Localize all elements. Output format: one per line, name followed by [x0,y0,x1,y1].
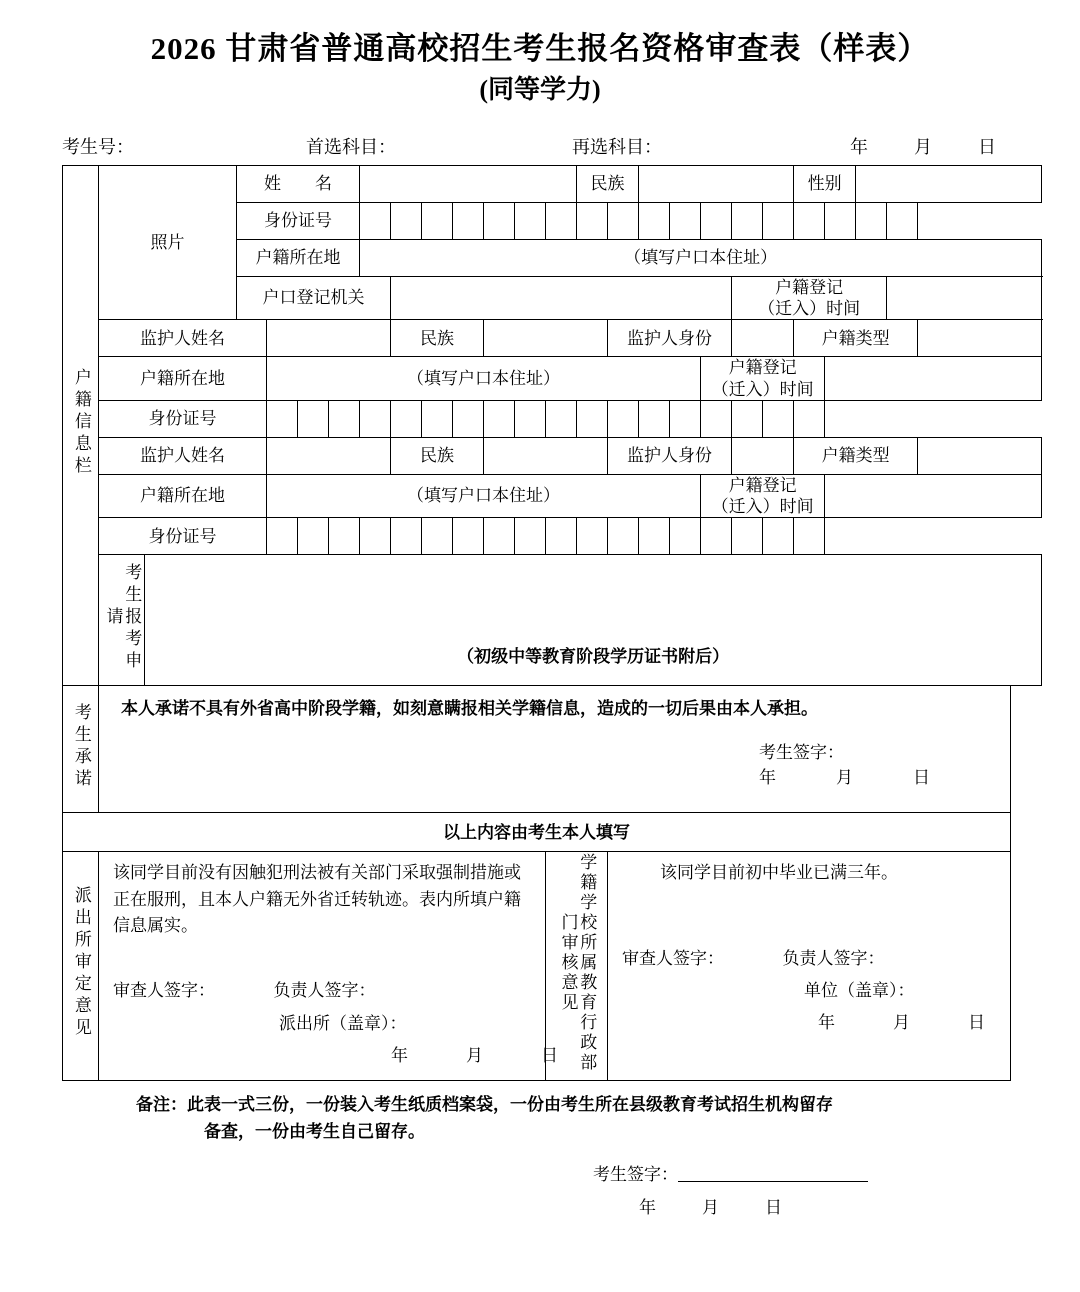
id-box[interactable] [670,518,701,555]
id-box[interactable] [298,518,329,555]
table-row [63,474,1042,518]
household-type-label: 户籍类型 [821,328,890,348]
household-place-hint: （填写户口本住址） [624,248,778,268]
household-regtime-value-cell[interactable] [887,276,1042,320]
guardian-identity-label: 监护人身份 [627,328,713,348]
guardian2-nation-label-cell [391,437,484,474]
id-box[interactable] [453,202,484,239]
id-box[interactable] [856,202,887,239]
footer-sign-block [62,1161,1018,1221]
id-box[interactable] [484,202,515,239]
household-org-label: 户口登记机关 [262,288,365,308]
household-type-label-cell [794,320,918,357]
section-promise-label [63,686,99,813]
household-place3-value-cell[interactable] [267,474,701,518]
photo-label: 照片 [150,232,185,252]
guardian2-nation-value-cell[interactable] [484,437,608,474]
police-opinion-label-text: 派出所审定意见 [71,886,91,1041]
police-sign-block [99,975,558,1072]
guardian2-identity-label: 监护人身份 [627,446,713,466]
police-month: 月 [466,1045,483,1065]
top-day-label: 日 [978,136,996,157]
police-opinion-text: 该同学目前没有因触犯刑法被有关部门采取强制措施或正在服刑，且本人户籍无外省迁转轨迹。表内所填户籍信息属实。 [113,863,521,936]
id-box[interactable] [422,400,453,437]
id-box[interactable] [577,518,608,555]
household-regtime3-label-cell [701,474,825,518]
guardian-identity-label-cell [608,320,732,357]
police-leader-label: 负责人签字： [273,981,376,1001]
section-household-text: 户籍信息栏 [71,367,91,478]
school-stamp-label: 单位（盖章）： [804,980,915,1000]
title-block [0,0,1080,109]
promise-date-group [99,767,1010,788]
guardian-nation-label-cell [391,320,484,357]
id-box[interactable] [329,400,360,437]
police-opinion-label [63,852,99,1080]
id-box[interactable] [391,202,422,239]
section-household-label [63,165,99,686]
household-place2-label-cell [99,357,267,401]
id-box[interactable] [763,518,794,555]
footer-remark-line1: 备注：此表一式三份，一份装入考生纸质档案袋，一份由考生所在县级教育考试招生机构留存 [136,1094,833,1114]
photo-cell [99,165,237,320]
id-box[interactable] [608,518,639,555]
household-place-label: 户籍所在地 [255,248,341,268]
promise-month: 月 [836,768,853,788]
top-info-line [62,133,1018,159]
page-title: 2026 甘肃省普通高校招生考生报名资格审查表（样表） [150,31,930,66]
household-type2-value-cell[interactable] [918,437,1042,474]
household-place2-value-cell[interactable] [267,357,701,401]
household-place3-label-cell [99,474,267,518]
household-place3-hint: （填写户口本住址） [407,486,561,506]
household-type2-label: 户籍类型 [821,446,890,466]
id-box[interactable] [608,202,639,239]
police-day: 日 [541,1045,558,1065]
household-type-value-cell[interactable] [918,320,1042,357]
guardian2-identity-value-cell[interactable] [732,437,794,474]
id-box[interactable] [267,518,298,555]
footer-date-group [593,1194,868,1221]
id-box[interactable] [546,202,577,239]
table-row [63,165,1042,202]
id-label: 身份证号 [264,211,333,231]
id-box[interactable] [732,518,763,555]
household-regtime-label-l1: 户籍登记 [775,277,844,297]
school-opinion-label-text: 学籍学校所属教育行政部门审核意见 [558,853,597,1074]
filled-by-candidate-note: 以上内容由考生本人填写 [63,813,1011,852]
id-box[interactable] [577,400,608,437]
promise-sign-label: 考生签字： [759,742,844,762]
signature-line[interactable] [678,1181,868,1182]
id2-label: 身份证号 [148,409,217,429]
id-box[interactable] [825,202,856,239]
id-box[interactable] [887,202,918,239]
id-label-cell [237,202,360,239]
table-row [63,400,1042,437]
footer-year: 年 [639,1198,656,1218]
footer-day: 日 [765,1198,782,1218]
household-regtime3-value-cell[interactable] [825,474,1042,518]
guardian-name-value-cell[interactable] [267,320,391,357]
name-label-cell [237,165,360,202]
id-box[interactable] [701,202,732,239]
table-row [63,852,1042,1080]
school-year: 年 [818,1013,836,1033]
id-box[interactable] [515,518,546,555]
id-box[interactable] [329,518,360,555]
school-opinion-text: 该同学目前初中毕业已满三年。 [660,863,899,883]
guardian-name-label-cell [99,320,267,357]
apply-note: （初级中等教育阶段学历证书附后） [145,555,1042,686]
school-day: 日 [968,1013,986,1033]
page-subtitle: (同等学力) [479,74,601,104]
name-label: 姓 名 [264,174,333,194]
gender-label-cell [794,165,856,202]
id-box[interactable] [422,518,453,555]
school-month: 月 [893,1013,911,1033]
school-sign-block [608,943,1010,1040]
school-date-group [622,1007,1010,1039]
id-box[interactable] [701,400,732,437]
footer-block [62,1091,1018,1222]
gender-label: 性别 [807,174,842,194]
id-box[interactable] [515,202,546,239]
guardian2-name-label: 监护人姓名 [140,446,226,466]
gender-value-cell[interactable] [856,165,1042,202]
top-month-label: 月 [914,136,932,157]
id-box[interactable] [732,400,763,437]
id-box[interactable] [608,400,639,437]
household-place-value-cell[interactable] [360,239,1042,276]
guardian2-identity-label-cell [608,437,732,474]
table-row [63,357,1042,401]
school-opinion-cell [608,852,1011,1080]
id-box[interactable] [453,518,484,555]
section-apply-label [99,555,145,686]
exam-number-label: 考生号： [62,136,134,157]
table-row [63,813,1042,852]
household-regtime-label-l2: （迁入）时间 [758,299,861,319]
id-box[interactable] [639,202,670,239]
table-row [63,555,1042,686]
id-box[interactable] [639,400,670,437]
id-box[interactable] [701,518,732,555]
promise-cell [99,686,1011,813]
first-subject-label: 首选科目： [306,136,396,157]
footer-month: 月 [702,1198,719,1218]
id-box[interactable] [670,400,701,437]
id2-label-cell [99,400,267,437]
section-apply-text: 考生报考申请 [103,562,142,673]
footer-remark-line2: 备查，一份由考生自己留存。 [204,1121,425,1141]
top-date-group [850,133,1018,159]
guardian2-name-value-cell[interactable] [267,437,391,474]
top-year-label: 年 [850,136,868,157]
nation-label-cell [577,165,639,202]
id-box[interactable] [360,400,391,437]
household-type2-label-cell [794,437,918,474]
id-box[interactable] [515,400,546,437]
id-box[interactable] [763,400,794,437]
household-place2-label: 户籍所在地 [140,368,226,388]
id-box[interactable] [422,202,453,239]
table-row [63,437,1042,474]
household-regtime2-label-cell [701,357,825,401]
guardian-identity-value-cell[interactable] [732,320,794,357]
school-leader-label: 负责人签字： [782,948,885,968]
id-box[interactable] [763,202,794,239]
guardian-nation-value-cell[interactable] [484,320,608,357]
police-opinion-cell [99,852,558,1080]
id-box[interactable] [298,400,329,437]
police-stamp-label: 派出所（盖章）： [279,1013,407,1033]
table-row [63,518,1042,555]
id-box[interactable] [360,202,391,239]
police-year: 年 [391,1045,408,1065]
id-box[interactable] [639,518,670,555]
promise-day: 日 [913,768,930,788]
id-box[interactable] [546,400,577,437]
table-row [63,686,1042,813]
promise-text: 本人承诺不具有外省高中阶段学籍，如刻意瞒报相关学籍信息，造成的一切后果由本人承担。 [121,699,818,719]
household-regtime2-value-cell[interactable] [825,357,1042,401]
id-box[interactable] [360,518,391,555]
police-date-group [113,1040,558,1072]
id-box[interactable] [794,202,825,239]
household-regtime2-label-l2: （迁入）时间 [711,379,814,399]
name-value-cell[interactable] [360,165,577,202]
table-row [63,320,1042,357]
id-box[interactable] [267,400,298,437]
household-org-value-cell[interactable] [391,276,732,320]
guardian-nation-label: 民族 [420,328,455,348]
footer-sign-label: 考生签字： [593,1164,678,1184]
id-box[interactable] [391,518,422,555]
id-box[interactable] [732,202,763,239]
school-reviewer-label: 审查人签字： [622,948,725,968]
id-box[interactable] [484,400,515,437]
id-box[interactable] [794,518,825,555]
guardian2-nation-label: 民族 [420,446,455,466]
nation-label: 民族 [590,174,625,194]
guardian2-name-label-cell [99,437,267,474]
promise-year: 年 [759,768,776,788]
registration-table [62,165,1042,1081]
police-reviewer-label: 审查人签字： [113,981,215,1001]
section-promise-text: 考生承诺 [71,702,91,791]
household-regtime-label-cell [732,276,887,320]
id3-label: 身份证号 [148,526,217,546]
nation-value-cell[interactable] [639,165,794,202]
household-regtime3-label-l2: （迁入）时间 [711,497,814,517]
household-regtime3-label-l1: 户籍登记 [728,475,797,495]
household-org-label-cell [237,276,391,320]
household-place-label-cell [237,239,360,276]
id-box[interactable] [484,518,515,555]
id3-label-cell [99,518,267,555]
second-subject-label: 再选科目： [572,136,662,157]
id-box[interactable] [546,518,577,555]
id-box[interactable] [577,202,608,239]
household-place2-hint: （填写户口本住址） [407,368,561,388]
id-box[interactable] [391,400,422,437]
id-box[interactable] [670,202,701,239]
guardian-name-label: 监护人姓名 [140,328,226,348]
id-box[interactable] [453,400,484,437]
household-place3-label: 户籍所在地 [140,486,226,506]
household-regtime2-label-l1: 户籍登记 [728,358,797,378]
id-box[interactable] [794,400,825,437]
